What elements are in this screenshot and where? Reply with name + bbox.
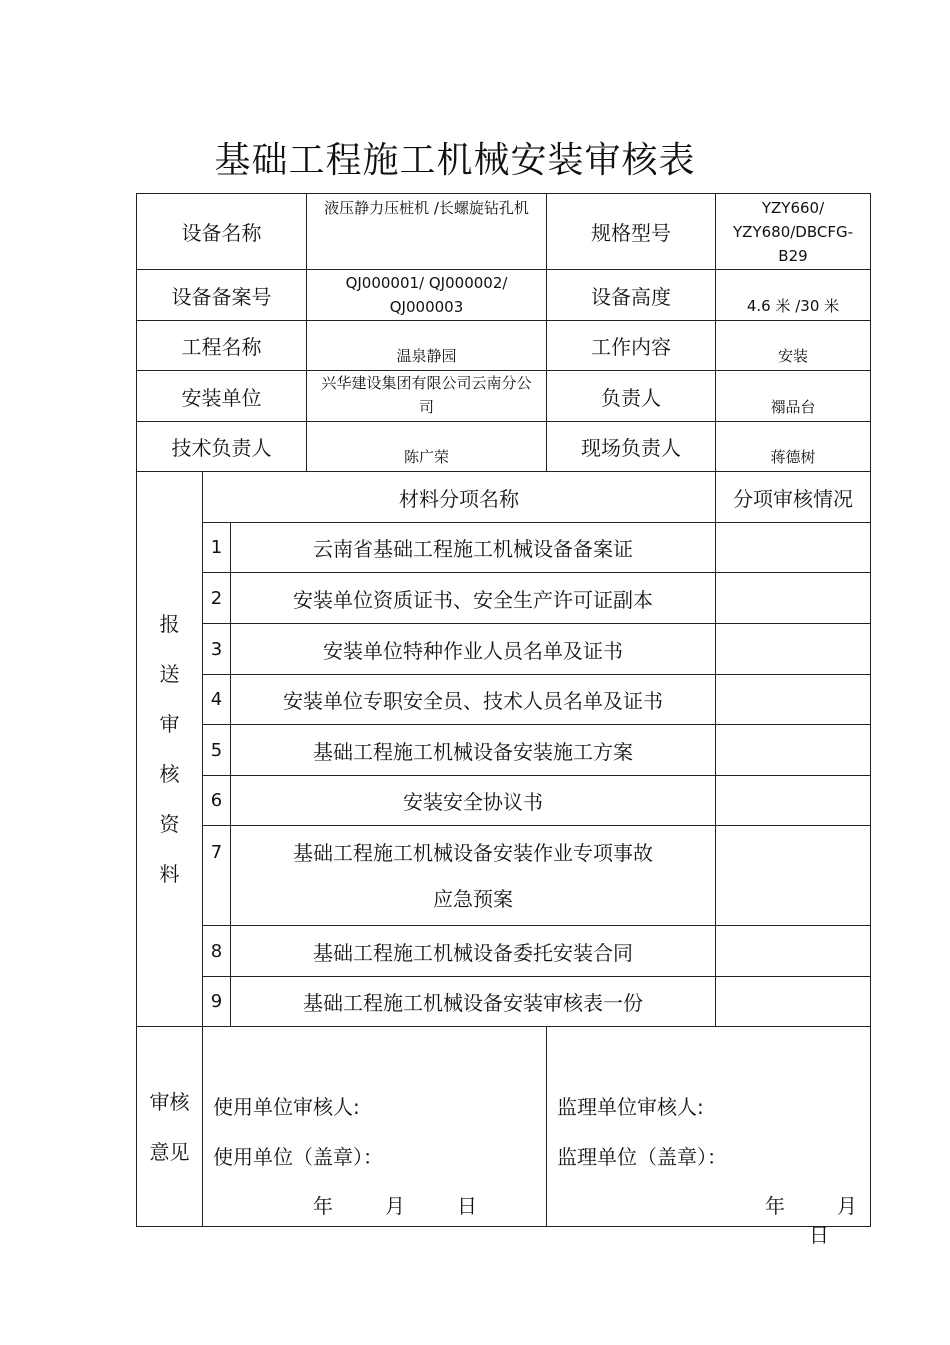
- info-row: [137, 270, 871, 321]
- value-site-lead: 蒋德树: [716, 422, 871, 472]
- table-row: [137, 776, 871, 826]
- table-row: [137, 725, 871, 776]
- value-equipment-name: 液压静力压桩机 /长螺旋钻孔机: [307, 194, 547, 270]
- value-work-content: 安装: [716, 321, 871, 371]
- opinion-label: 审核 意见: [137, 1027, 203, 1227]
- info-row: [137, 194, 871, 270]
- item-status: [716, 523, 871, 573]
- item-status: [716, 826, 871, 926]
- materials-header-row: [137, 472, 871, 523]
- item-number: 1: [203, 523, 231, 573]
- user-unit-opinion: [203, 1027, 547, 1227]
- supervisor-reviewer-label: 监理单位审核人:: [557, 1095, 704, 1119]
- item-name: 基础工程施工机械设备安装作业专项事故 应急预案: [231, 826, 716, 926]
- item-name: 基础工程施工机械设备委托安装合同: [231, 926, 716, 977]
- opinion-row: [137, 1027, 871, 1227]
- table-row: [137, 573, 871, 624]
- item-number: 9: [203, 977, 231, 1027]
- label-install-unit: 安装单位: [137, 371, 307, 422]
- table-row: [137, 977, 871, 1027]
- user-date: 年 月 日: [313, 1194, 477, 1218]
- item-status: [716, 725, 871, 776]
- info-row: [137, 422, 871, 472]
- info-row: [137, 321, 871, 371]
- header-material-name: 材料分项名称: [203, 472, 716, 523]
- page-title: 基础工程施工机械安装审核表: [214, 140, 696, 181]
- value-tech-lead: 陈广荣: [307, 422, 547, 472]
- item-number: 5: [203, 725, 231, 776]
- user-seal-label: 使用单位（盖章）：: [213, 1145, 383, 1169]
- item-status: [716, 573, 871, 624]
- label-record-number: 设备备案号: [137, 270, 307, 321]
- item-number: 4: [203, 675, 231, 725]
- supervisor-date: 年 月日: [765, 1194, 857, 1247]
- value-spec-model: YZY660/ YZY680/DBCFG-B29: [716, 194, 871, 270]
- item-status: [716, 977, 871, 1027]
- table-row: [137, 826, 871, 926]
- item-number: 7: [203, 826, 231, 926]
- value-record-number: QJ000001/ QJ000002/ QJ000003: [307, 270, 547, 321]
- label-spec-model: 规格型号: [547, 194, 716, 270]
- label-project-name: 工程名称: [137, 321, 307, 371]
- item-name: 基础工程施工机械设备安装审核表一份: [231, 977, 716, 1027]
- materials-side-label: 报 送 审 核 资 料: [137, 472, 203, 1027]
- item-name: 安装单位资质证书、安全生产许可证副本: [231, 573, 716, 624]
- item-number: 2: [203, 573, 231, 624]
- supervisor-unit-opinion: [547, 1027, 871, 1247]
- label-person-in-charge: 负责人: [547, 371, 716, 422]
- user-reviewer-label: 使用单位审核人:: [213, 1095, 360, 1119]
- label-equipment-height: 设备高度: [547, 270, 716, 321]
- supervisor-seal-label: 监理单位（盖章）：: [557, 1145, 727, 1169]
- item-name: 云南省基础工程施工机械设备备案证: [231, 523, 716, 573]
- header-review-status: 分项审核情况: [716, 472, 871, 523]
- label-work-content: 工作内容: [547, 321, 716, 371]
- item-name: 安装单位专职安全员、技术人员名单及证书: [231, 675, 716, 725]
- item-status: [716, 675, 871, 725]
- item-status: [716, 776, 871, 826]
- value-person-in-charge: 禤品台: [716, 371, 871, 422]
- item-number: 3: [203, 624, 231, 675]
- review-form-table: [136, 193, 871, 1247]
- info-row: [137, 371, 871, 422]
- item-number: 6: [203, 776, 231, 826]
- table-row: [137, 926, 871, 977]
- item-name: 安装单位特种作业人员名单及证书: [231, 624, 716, 675]
- item-number: 8: [203, 926, 231, 977]
- table-row: [137, 523, 871, 573]
- table-row: [137, 624, 871, 675]
- value-equipment-height: 4.6 米 /30 米: [716, 270, 871, 321]
- table-row: [137, 675, 871, 725]
- label-equipment-name: 设备名称: [137, 194, 307, 270]
- item-name: 基础工程施工机械设备安装施工方案: [231, 725, 716, 776]
- value-project-name: 温泉静园: [307, 321, 547, 371]
- item-status: [716, 926, 871, 977]
- label-tech-lead: 技术负责人: [137, 422, 307, 472]
- value-install-unit: 兴华建设集团有限公司云南分公司: [307, 371, 547, 422]
- item-status: [716, 624, 871, 675]
- label-site-lead: 现场负责人: [547, 422, 716, 472]
- item-name: 安装安全协议书: [231, 776, 716, 826]
